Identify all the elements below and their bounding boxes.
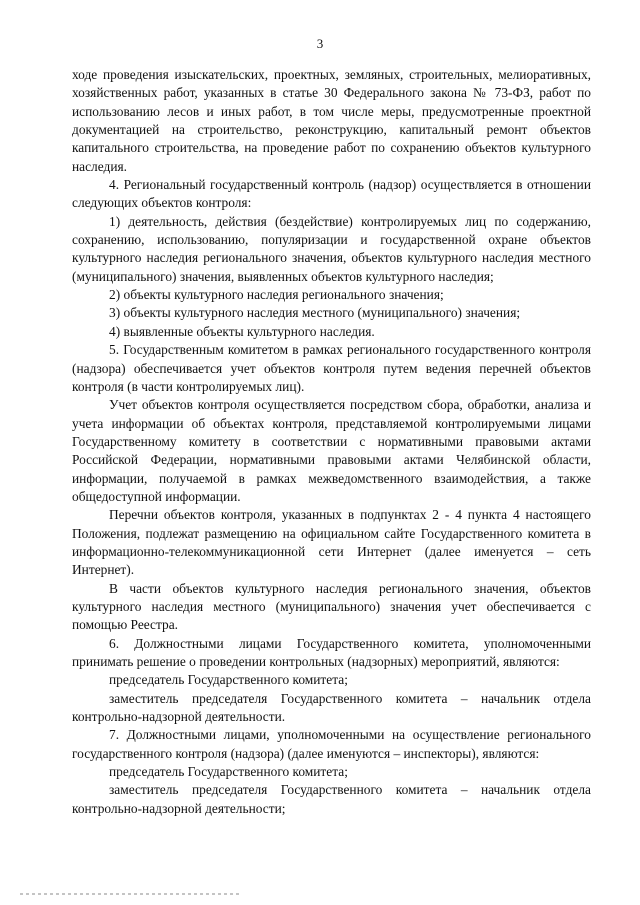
list-item: 1) деятельность, действия (бездействие) контролируемых лиц по содержанию, сохранению, использованию, популяризации и государственной охране объектов культурного наследия регионального значения, объектов культурного наследия местного (муниципального) значения, выявленных объектов культурного наследия; — [72, 213, 591, 284]
paragraph: Перечни объектов контроля, указанных в подпунктах 2 - 4 пункта 4 настоящего Положения, подлежат размещению на официальном сайте Государственного комитета в информационно-телекоммуникационной сети Интернет (далее именуется – сеть Интернет). — [72, 507, 591, 578]
list-item: заместитель председателя Государственного комитета – начальник отдела контрольно-надзорной деятельности; — [72, 782, 591, 816]
paragraph: ходе проведения изыскательских, проектных, земляных, строительных, мелиоративных, хозяйственных работ, указанных в статье 30 Федерального закона № 73-ФЗ, работ по использованию лесов и иных работ, в том числе меры, предусмотренные проектной документацией на строительство, реконструкцию, капитальный ремонт объектов капитального строительства, на проведение работ по сохранению объектов культурного наследия. — [72, 67, 591, 174]
paragraph: Учет объектов контроля осуществляется посредством сбора, обработки, анализа и учета информации об объектах контроля, представляемой контролируемыми лицами Государственному комитету в соответствии с нормативными правовыми актами Российской Федерации, нормативными правовыми актами Челябинской области, информации, получаемой в рамках межведомственного взаимодействия, а также общедоступной информации. — [72, 397, 591, 504]
paragraph: 6. Должностными лицами Государственного комитета, уполномоченными принимать решение о проведении контрольных (надзорных) мероприятий, являются: — [72, 635, 591, 669]
list-item: заместитель председателя Государственного комитета – начальник отдела контрольно-надзорной деятельности. — [72, 690, 591, 725]
scan-artifact — [20, 893, 240, 895]
list-item: 3) объекты культурного наследия местного (муниципального) значения; — [109, 305, 521, 321]
list-item: председатель Государственного комитета; — [109, 672, 348, 688]
list-item: председатель Государственного комитета; — [109, 764, 348, 780]
paragraph: 4. Региональный государственный контроль (надзор) осуществляется в отношении следующих объектов контроля: — [72, 177, 591, 211]
document-body — [72, 66, 591, 818]
paragraph: 5. Государственным комитетом в рамках регионального государственного контроля (надзора) обеспечивается учет объектов контроля путем ведения перечней объектов контроля (в части контролируемых лиц). — [72, 342, 591, 394]
paragraph: 7. Должностными лицами, уполномоченными на осуществление регионального государственного контроля (надзора) (далее именуются – инспекторы), являются: — [72, 727, 591, 761]
page-number: 3 — [316, 36, 324, 51]
paragraph: В части объектов культурного наследия регионального значения, объектов культурного наследия местного (муниципального) значения учет обеспечивается с помощью Реестра. — [72, 580, 591, 633]
list-item: 2) объекты культурного наследия регионального значения; — [109, 287, 444, 303]
list-item: 4) выявленные объекты культурного наследия. — [109, 323, 375, 339]
